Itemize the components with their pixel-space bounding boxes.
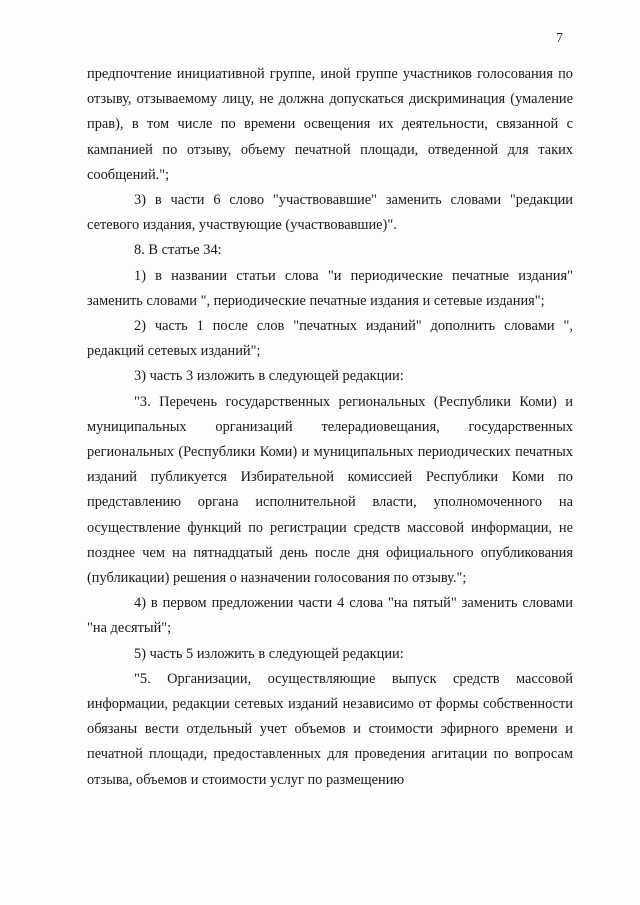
document-body xyxy=(87,62,573,793)
paragraph-part-3-text: "3. Перечень государственных региональных (Республики Коми) и муниципальных организаций телерадиовещания, государственных региональных (Республики Коми) и муниципальных периодических печатных изданий публикуется Избирательной комиссией Республики Коми по представлению органа исполнительной власти, уполномоченного на осуществление функций по регистрации средств массовой информации, не позднее чем на пятнадцатый день после дня официального опубликования (публикации) решения о назначении голосования по отзыву."; xyxy=(87,393,573,587)
paragraph-continuation: предпочтение инициативной группе, иной группе участников голосования по отзыву, отзываемому лицу, не должна допускаться дискриминация (умаление прав), в том числе по времени освещения их деятельности, связанной с кампанией по отзыву, объему печатной площади, отведенной для таких сообщений."; xyxy=(87,66,573,183)
paragraph-item-3-part-3: 3) часть 3 изложить в следующей редакции: xyxy=(134,368,404,385)
paragraph-item-2-part-1: 2) часть 1 после слов "печатных изданий" дополнить словами ", редакций сетевых изданий"; xyxy=(87,318,573,360)
paragraph-article-34-heading: 8. В статье 34: xyxy=(134,242,222,259)
paragraph-item-4-part-4: 4) в первом предложении части 4 слова "на пятый" заменить словами "на десятый"; xyxy=(87,595,573,637)
paragraph-part-5-text: "5. Организации, осуществляющие выпуск средств массовой информации, редакции сетевых изданий независимо от формы собственности обязаны вести отдельный учет объемов и стоимости эфирного времени и печатной площади, предоставленных для проведения агитации по вопросам отзыва, объемов и стоимости услуг по размещению xyxy=(87,670,573,788)
paragraph-item-3-part-6: 3) в части 6 слово "участвовавшие" заменить словами "редакции сетевого издания, участвующие (участвовавшие)". xyxy=(87,192,573,234)
paragraph-item-5-part-5: 5) часть 5 изложить в следующей редакции: xyxy=(134,645,404,662)
page-number: 7 xyxy=(556,31,563,46)
paragraph-item-1-title: 1) в названии статьи слова "и периодические печатные издания" заменить словами ", периодические печатные издания и сетевые издания"; xyxy=(87,267,573,309)
